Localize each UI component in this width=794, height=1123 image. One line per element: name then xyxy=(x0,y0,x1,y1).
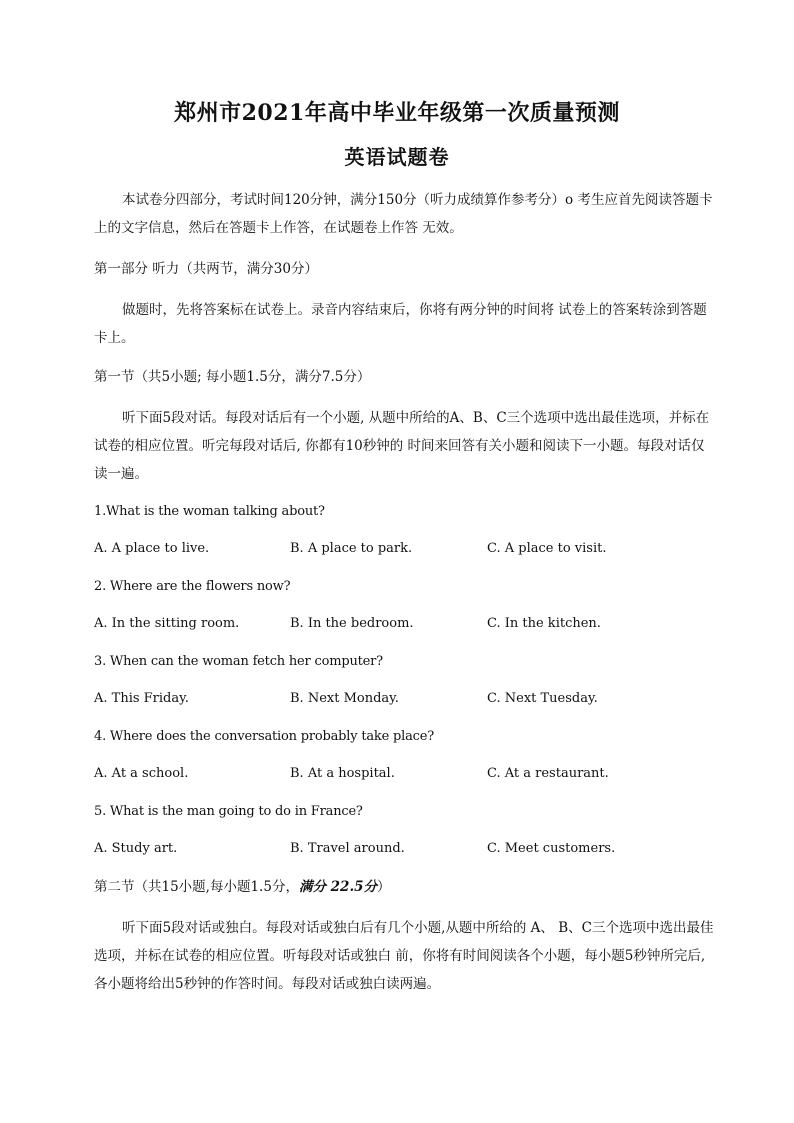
option-c: C. In the kitchen. xyxy=(487,616,601,631)
question-2: 2. Where are the flowers now? xyxy=(94,579,291,594)
intro-paragraph: 本试卷分四部分，考试时间120分钟，满分150分（听力成绩算作参考分）o 考生应首先阅读答题卡上的文字信息，然后在答题卡上作答，在试题卷上作答 无效。 xyxy=(94,192,713,236)
section2-heading-end: ） xyxy=(377,879,391,895)
section2-heading-score: 满分 22.5分 xyxy=(298,879,378,895)
option-a: A. At a school. xyxy=(94,766,189,781)
exam-title: 郑州市2021年高中毕业年级第一次质量预测 xyxy=(174,100,620,126)
option-b: B. Next Monday. xyxy=(290,691,399,706)
option-b: B. A place to park. xyxy=(290,541,413,556)
option-c: C. A place to visit. xyxy=(487,541,607,556)
question-5-options xyxy=(94,839,714,859)
section1-instruction: 听下面5段对话。每段对话后有一个小题, 从题中所给的A、B、C三个选项中选出最佳选项，并标在试卷的相应位置。听完每段对话后, 你都有10秒钟的 时间来回答有关小题和阅读下一小题。每段对话仅读一遍。 xyxy=(94,410,710,482)
option-c: C. Next Tuesday. xyxy=(487,691,598,706)
question-4-options xyxy=(94,764,714,784)
question-3: 3. When can the woman fetch her computer? xyxy=(94,654,383,669)
question-5: 5. What is the man going to do in France? xyxy=(94,804,363,819)
option-b: B. At a hospital. xyxy=(290,766,395,781)
section1-heading: 第一节（共5小题; 每小题1.5分，满分7.5分） xyxy=(94,369,371,385)
question-2-options xyxy=(94,614,714,634)
part1-heading: 第一部分 听力（共两节，满分30分） xyxy=(94,261,318,277)
question-4: 4. Where does the conversation probably take place? xyxy=(94,729,434,744)
option-a: A. A place to live. xyxy=(94,541,210,556)
section2-heading xyxy=(94,877,391,897)
part1-instruction: 做题时，先将答案标在试卷上。录音内容结束后，你将有两分钟的时间将 试卷上的答案转涂到答题卡上。 xyxy=(94,302,707,346)
option-c: C. Meet customers. xyxy=(487,841,616,856)
option-a: A. This Friday. xyxy=(94,691,189,706)
option-a: A. Study art. xyxy=(94,841,178,856)
section2-heading-start: 第二节（共15小题,每小题1.5分， xyxy=(94,879,299,895)
option-a: A. In the sitting room. xyxy=(94,616,240,631)
question-1: 1.What is the woman talking about? xyxy=(94,504,325,519)
question-3-options xyxy=(94,689,714,709)
exam-subtitle: 英语试题卷 xyxy=(344,145,450,169)
option-b: B. Travel around. xyxy=(290,841,405,856)
section2-instruction: 听下面5段对话或独白。每段对话或独白后有几个小题,从题中所给的 A、 B、C三个选项中选出最佳选项，并标在试卷的相应位置。听每段对话或独白 前，你将有时间阅读各个小题，每小题5秒钟所完后,各小题将给出5秒钟的作答时间。每段对话或独白读两遍。 xyxy=(94,920,714,992)
option-c: C. At a restaurant. xyxy=(487,766,609,781)
option-b: B. In the bedroom. xyxy=(290,616,414,631)
question-1-options xyxy=(94,539,714,559)
